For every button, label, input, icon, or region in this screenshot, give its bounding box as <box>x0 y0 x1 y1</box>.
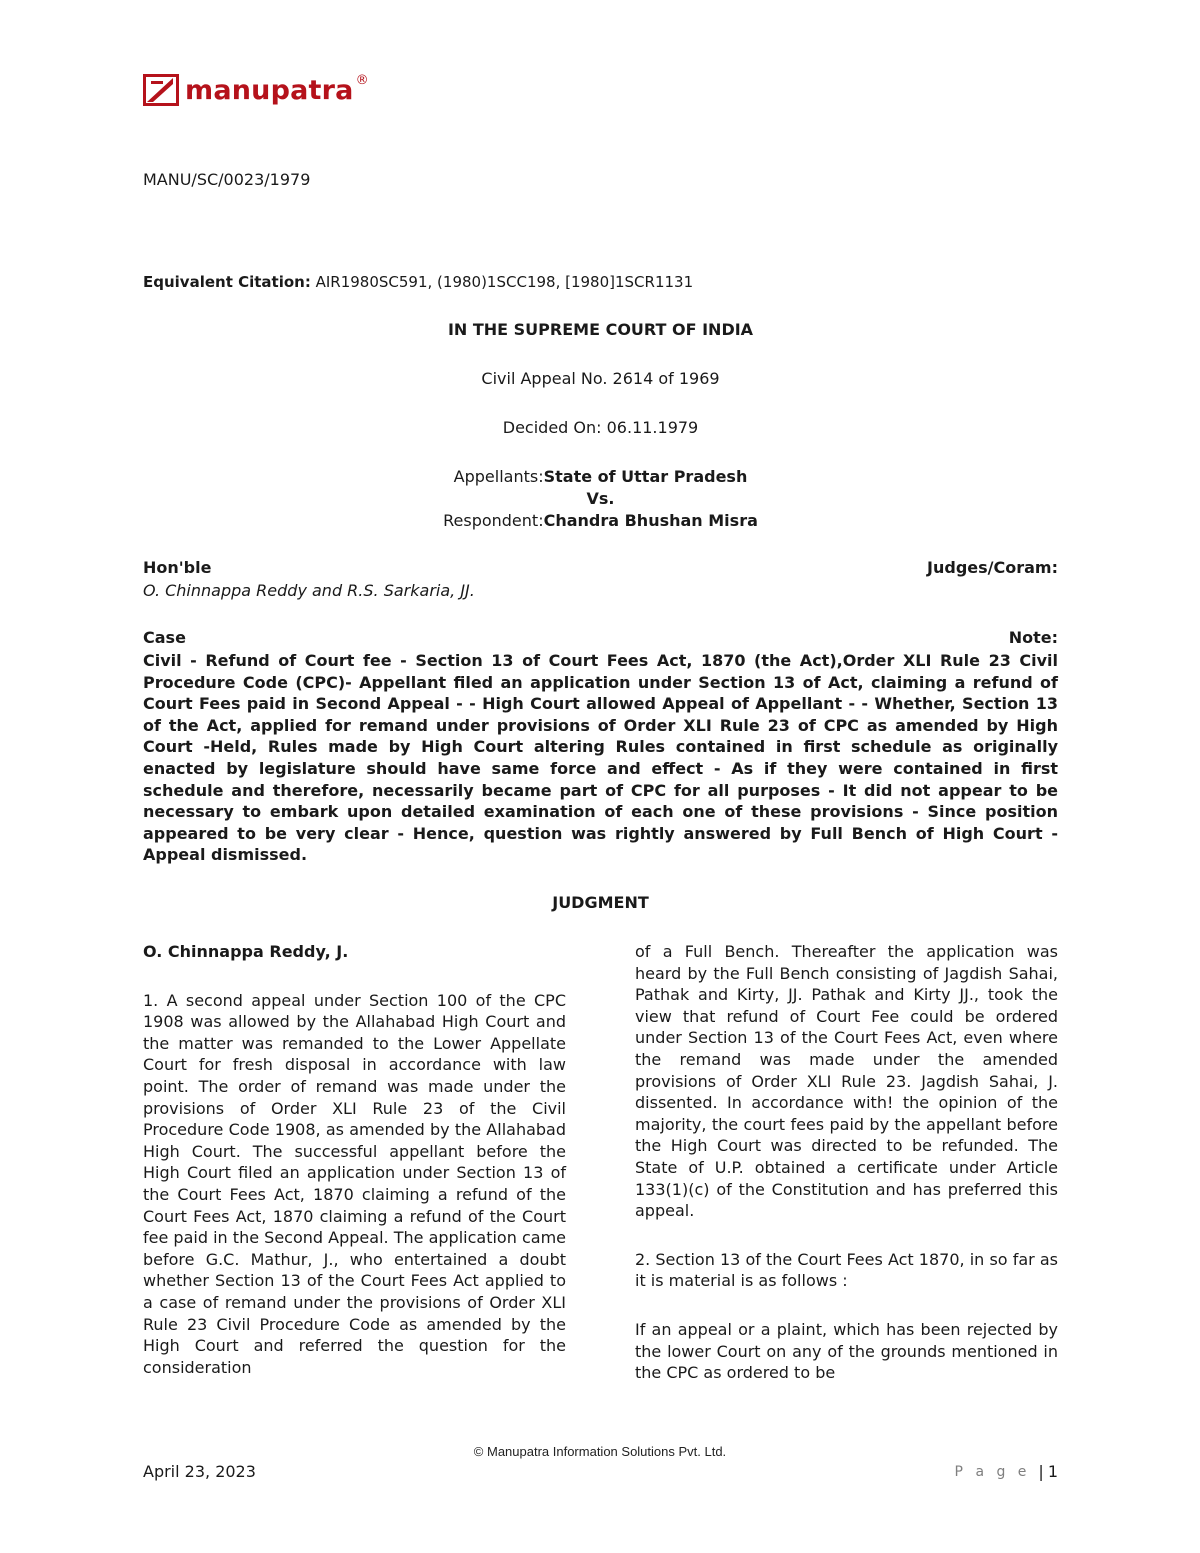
paragraph-3: If an appeal or a plaint, which has been rejected by the lower Court on any of the grounds mentioned in the CPC as ordered to be <box>635 1319 1058 1383</box>
versus-text: Vs. <box>586 489 615 508</box>
case-note-label-left: Case <box>143 628 186 647</box>
judge-name: O. Chinnappa Reddy, J. <box>143 942 349 961</box>
manupatra-logo <box>143 72 369 108</box>
judgment-column-left <box>143 941 566 1405</box>
paragraph-1: 1. A second appeal under Section 100 of the CPC 1908 was allowed by the Allahabad High Court and the matter was remanded to the Lower Appellate Court for fresh disposal in accordance with law point. The order of remand was made under the provisions of Order XLI Rule 23 of the Civil Procedure Code 1908, as amended by the Allahabad High Court. The successful appellant before the High Court filed an application under Section 13 of the Court Fees Act, 1870 claiming a refund of the Court Fees Act, 1870 claiming a refund of the Court fee paid in the Second Appeal. The application came before G.C. Mathur, J., who entertained a doubt whether Section 13 of the Court Fees Act applied to a case of remand under the provisions of Order XLI Rule 23 Civil Procedure Code as amended by the High Court and referred the question for the consideration <box>143 990 566 1377</box>
respondent-line <box>143 510 1058 532</box>
manu-citation: MANU/SC/0023/1979 <box>143 170 311 189</box>
appellants-line <box>143 466 1058 488</box>
logo-text: manupatra <box>185 74 354 106</box>
page-number-value: 1 <box>1047 1462 1058 1481</box>
equivalent-citation-value: AIR1980SC591, (1980)1SCC198, [1980]1SCR1131 <box>315 273 694 291</box>
manupatra-logo-icon <box>143 74 179 106</box>
judgment-heading: JUDGMENT <box>552 893 649 912</box>
appellants-label: Appellants: <box>453 467 544 486</box>
equivalent-citation-label: Equivalent Citation: <box>143 273 311 291</box>
page-separator: | <box>1038 1462 1044 1481</box>
judges-heading <box>143 558 1058 577</box>
case-note-text: Civil - Refund of Court fee - Section 13 of Court Fees Act, 1870 (the Act),Order XLI Rule 23 Civil Procedure Code (CPC)- Appellant filed an application under Section 13 of Act, claiming a refund of Court Fees paid in Second Appeal - - High Court allowed Appeal of Appellant - - Whether, Section 13 of the Act, applied for remand under provisions of Order XLI Rule 23 of CPC as amended by High Court -Held, Rules made by High Court altering Rules contained in first schedule as originally enacted by legislature should have same force and effect - As if they were contained in first schedule and therefore, necessarily became part of CPC for all purposes - It did not appear to be necessary to embark upon detailed examination of each one of these provisions - Since position appeared to be very clear - Hence, question was rightly answered by Full Bench of High Court - Appeal dismissed. <box>143 651 1058 865</box>
versus <box>143 488 1058 510</box>
paragraph-2: 2. Section 13 of the Court Fees Act 1870, in so far as it is material is as follows : <box>635 1249 1058 1291</box>
court-name: IN THE SUPREME COURT OF INDIA <box>447 320 754 339</box>
page-label: P a g e <box>954 1463 1031 1480</box>
page-number <box>955 1462 1058 1481</box>
appellants-name: State of Uttar Pradesh <box>543 467 748 486</box>
registered-mark: ® <box>355 72 369 88</box>
parties <box>143 466 1058 532</box>
appeal-number: Civil Appeal No. 2614 of 1969 <box>481 369 720 388</box>
decided-on: Decided On: 06.11.1979 <box>502 418 699 437</box>
judges-names: O. Chinnappa Reddy and R.S. Sarkaria, JJ. <box>143 581 475 600</box>
respondent-name: Chandra Bhushan Misra <box>543 511 758 530</box>
equivalent-citation <box>143 273 693 291</box>
case-note-label-right: Note: <box>1008 628 1058 647</box>
footer-date: April 23, 2023 <box>143 1462 256 1481</box>
judges-label-right: Judges/Coram: <box>927 558 1058 577</box>
judgment-column-right <box>635 941 1058 1411</box>
respondent-label: Respondent: <box>443 511 544 530</box>
copyright-notice: © Manupatra Information Solutions Pvt. Ltd. <box>473 1444 727 1459</box>
case-note-heading <box>143 628 1058 647</box>
judges-label-left: Hon'ble <box>143 558 212 577</box>
paragraph-1-continued: of a Full Bench. Thereafter the application was heard by the Full Bench consisting of Jagdish Sahai, Pathak and Kirty, JJ. Pathak and Kirty JJ., took the view that refund of Court Fee could be ordered under Section 13 of the Court Fees Act, even where the remand was made under the amended provisions of Order XLI Rule 23. Jagdish Sahai, J. dissented. In accordance with! the opinion of the majority, the court fees paid by the appellant before the High Court was directed to be refunded. The State of U.P. obtained a certificate under Article 133(1)(c) of the Constitution and has preferred this appeal. <box>635 942 1058 1221</box>
